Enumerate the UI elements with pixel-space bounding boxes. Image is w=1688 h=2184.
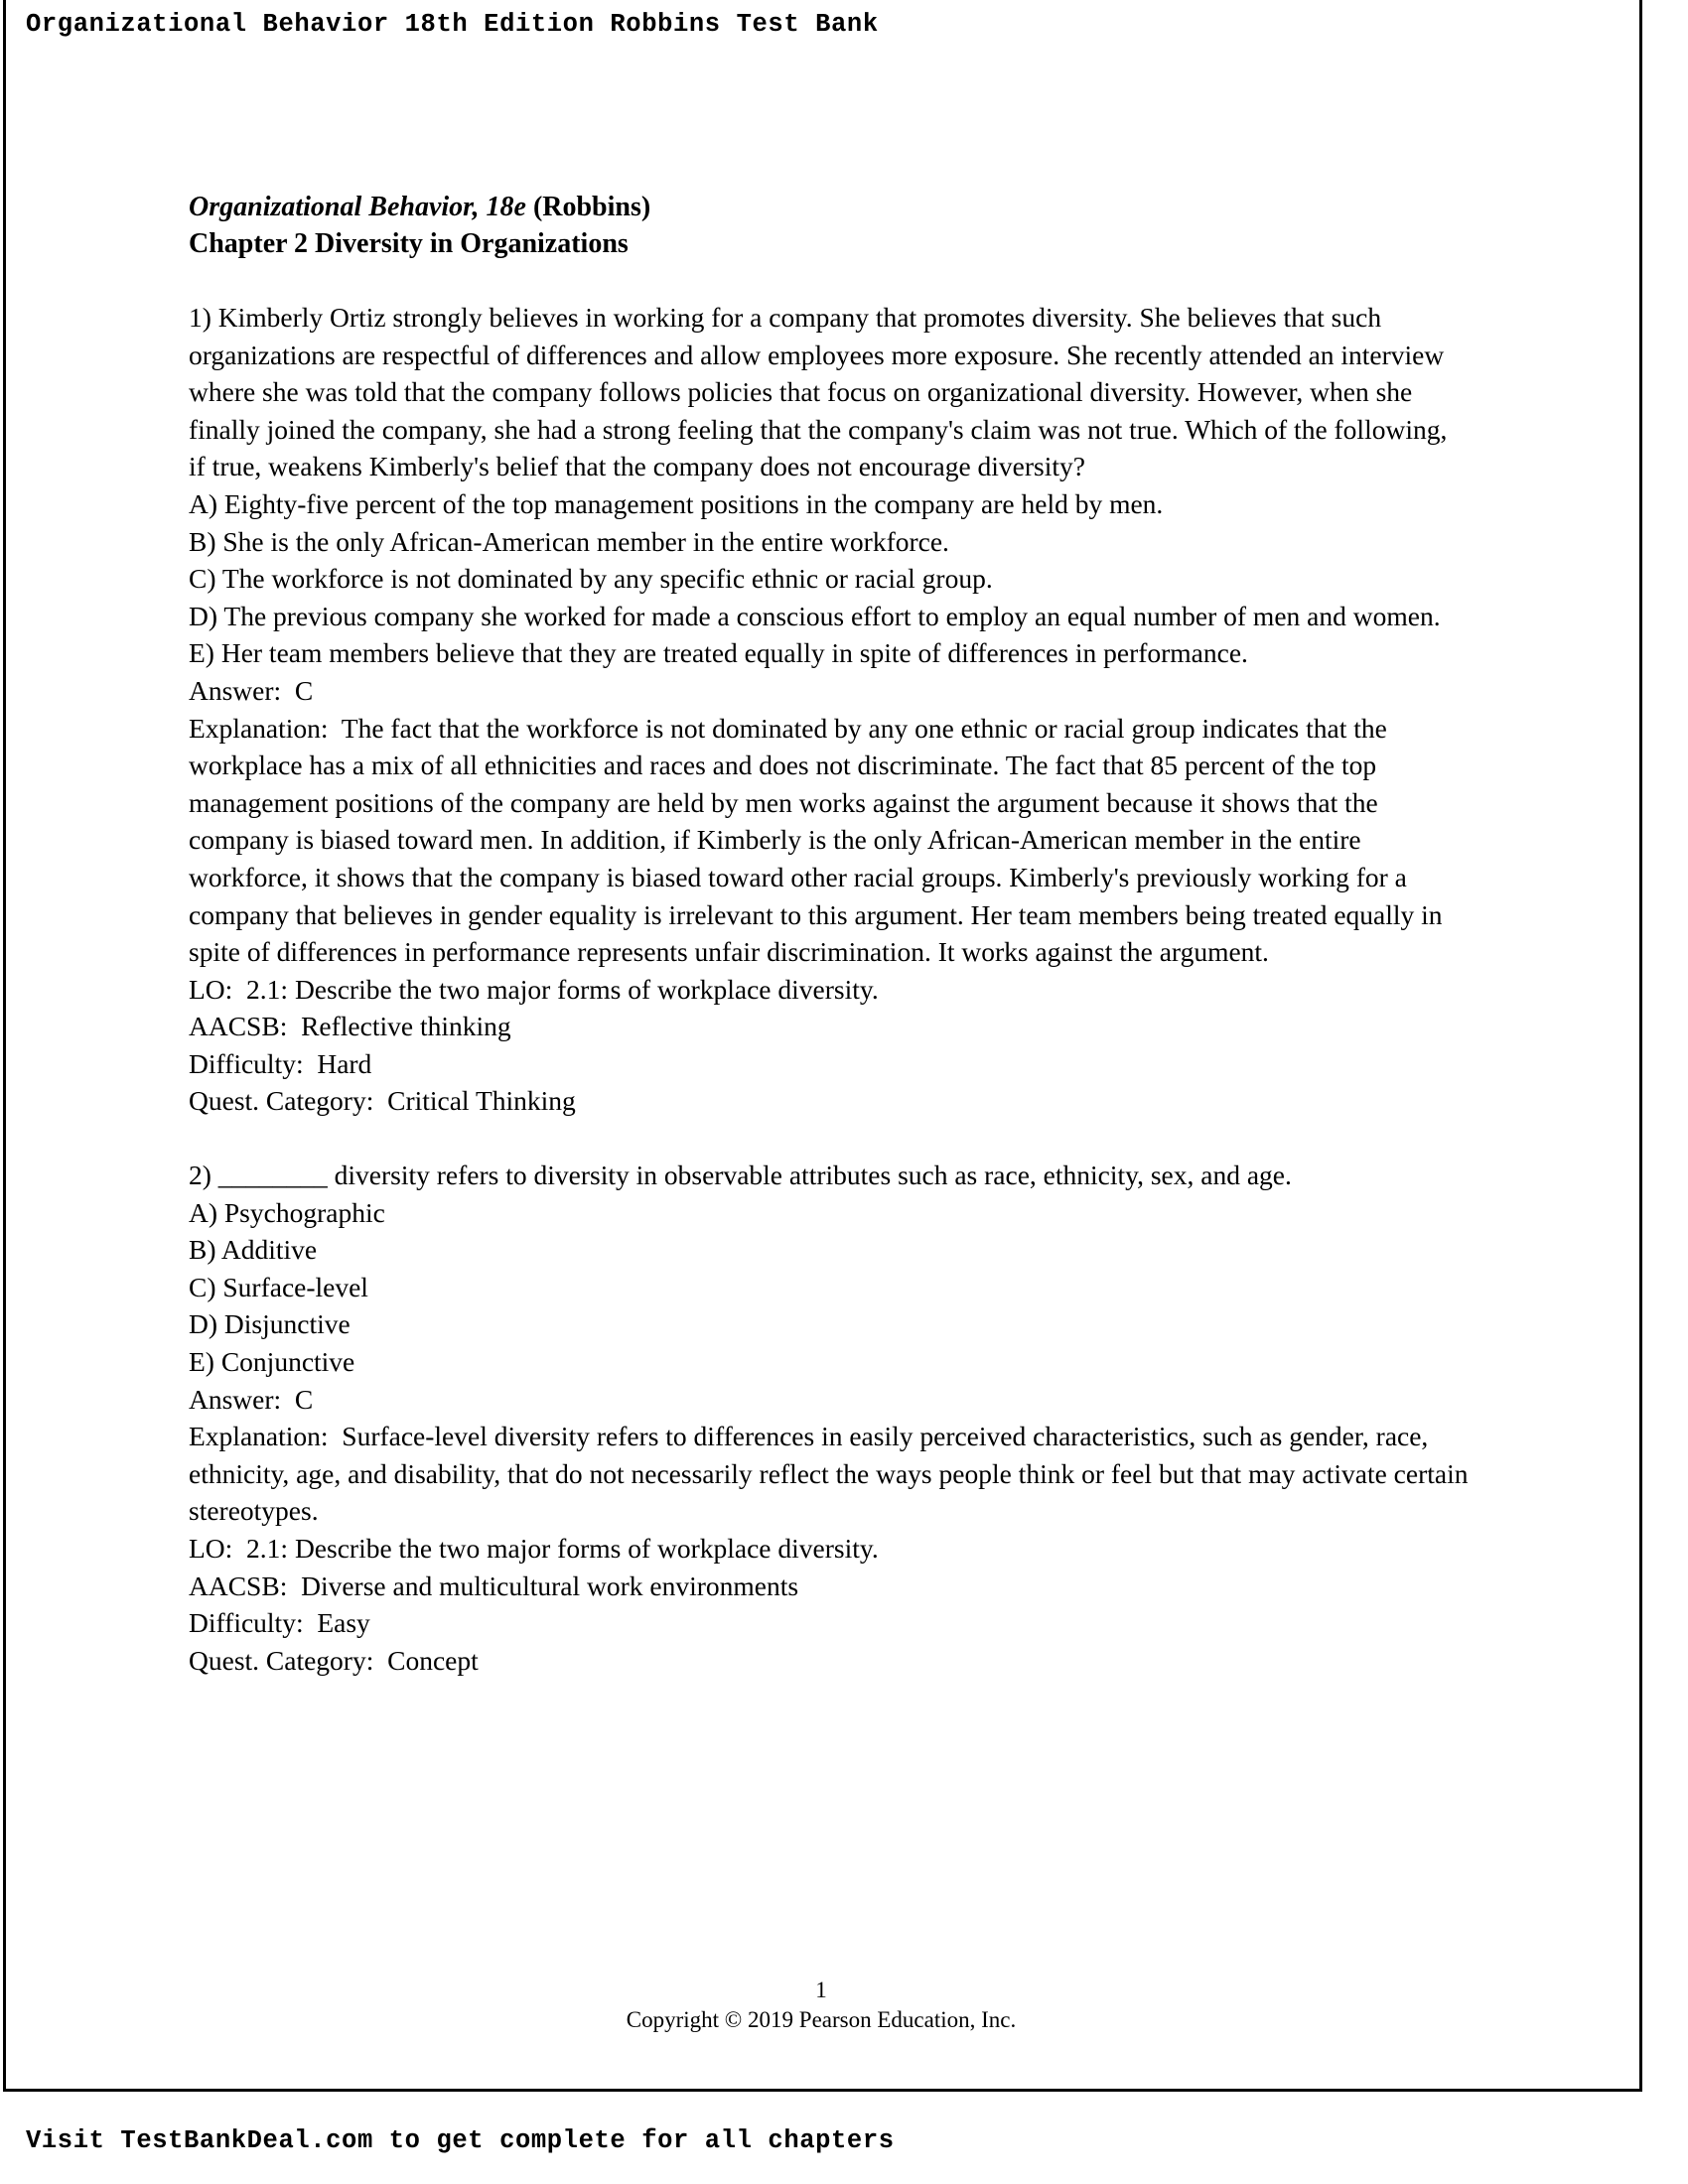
question-option-c: C) Surface-level bbox=[189, 1271, 368, 1302]
question-option-d: D) The previous company she worked for made a conscious effort to employ an equal number of men and women. bbox=[189, 600, 1441, 631]
page-footer bbox=[0, 1976, 1642, 2035]
question-category: Quest. Category: Critical Thinking bbox=[189, 1085, 576, 1117]
page-border-bottom bbox=[3, 2089, 1642, 2092]
question-explanation: Explanation: Surface-level diversity refers to differences in easily perceived characteristics, such as gender, race, ethnicity, age, and disability, that do not necessarily reflect the ways people think or feel but that may activate certain stereotypes. bbox=[189, 1421, 1476, 1527]
question-answer: Answer: C bbox=[189, 1383, 314, 1415]
question-category: Quest. Category: Concept bbox=[189, 1644, 479, 1676]
question-lo: LO: 2.1: Describe the two major forms of workplace diversity. bbox=[189, 973, 879, 1005]
spacer bbox=[189, 262, 1470, 299]
question-option-b: B) Additive bbox=[189, 1234, 318, 1266]
question-option-c: C) The workforce is not dominated by any specific ethnic or racial group. bbox=[189, 563, 993, 595]
question-explanation: Explanation: The fact that the workforce is not dominated by any one ethnic or racial group indicates that the workplace has a mix of all ethnicities and races and does not discriminate. The fact that 85 percent of the top management positions of the company are held by men works against the argument because it shows that the company is biased toward men. In addition, if Kimberly is the only African-American member in the entire workforce, it shows that the company is biased toward other racial groups. Kimberly's previously working for a company that believes in gender equality is irrelevant to this argument. Her team members being treated equally in spite of differences in performance represents unfair discrimination. It works against the argument. bbox=[189, 712, 1450, 968]
page-border-right bbox=[1639, 0, 1642, 2092]
question-aacsb: AACSB: Diverse and multicultural work environments bbox=[189, 1570, 799, 1601]
chapter-title: Chapter 2 Diversity in Organizations bbox=[189, 228, 629, 259]
question-difficulty: Difficulty: Hard bbox=[189, 1047, 372, 1079]
question-option-a: A) Eighty-five percent of the top management positions in the company are held by men. bbox=[189, 487, 1164, 519]
question-option-e: E) Her team members believe that they are treated equally in spite of differences in performance. bbox=[189, 637, 1248, 669]
book-title-line bbox=[189, 189, 1470, 225]
question-aacsb: AACSB: Reflective thinking bbox=[189, 1011, 511, 1042]
scan-footer-banner: Visit TestBankDeal.com to get complete for all chapters bbox=[26, 2126, 895, 2155]
question-difficulty: Difficulty: Easy bbox=[189, 1607, 370, 1639]
page-border-left bbox=[3, 0, 6, 2092]
spacer bbox=[189, 1120, 1470, 1157]
question-block-1 bbox=[189, 299, 1470, 1120]
question-stem: 1) Kimberly Ortiz strongly believes in working for a company that promotes diversity. She believes that such organizations are respectful of differences and allow employees more exposure. She recently attended an interview where she was told that the company follows policies that focus on organizational diversity. However, when she finally joined the company, she had a strong feeling that the company's claim was not true. Which of the following, if true, weakens Kimberly's belief that the company does not encourage diversity? bbox=[189, 302, 1455, 482]
question-answer: Answer: C bbox=[189, 674, 314, 706]
question-option-b: B) She is the only African-American member in the entire workforce. bbox=[189, 525, 949, 557]
question-option-d: D) Disjunctive bbox=[189, 1308, 351, 1340]
question-option-a: A) Psychographic bbox=[189, 1196, 385, 1228]
book-title: Organizational Behavior, 18e bbox=[189, 192, 526, 222]
question-stem: 2) ________ diversity refers to diversity in observable attributes such as race, ethnicity, sex, and age. bbox=[189, 1160, 1292, 1191]
question-block-2 bbox=[189, 1157, 1476, 1679]
question-option-e: E) Conjunctive bbox=[189, 1346, 355, 1378]
page-number: 1 bbox=[815, 1978, 827, 2002]
book-author: (Robbins) bbox=[525, 192, 651, 222]
question-lo: LO: 2.1: Describe the two major forms of workplace diversity. bbox=[189, 1533, 879, 1564]
copyright-notice: Copyright © 2019 Pearson Education, Inc. bbox=[626, 2007, 1017, 2032]
scan-header-title: Organizational Behavior 18th Edition Robbins Test Bank bbox=[26, 10, 879, 39]
document-body bbox=[189, 189, 1476, 1679]
